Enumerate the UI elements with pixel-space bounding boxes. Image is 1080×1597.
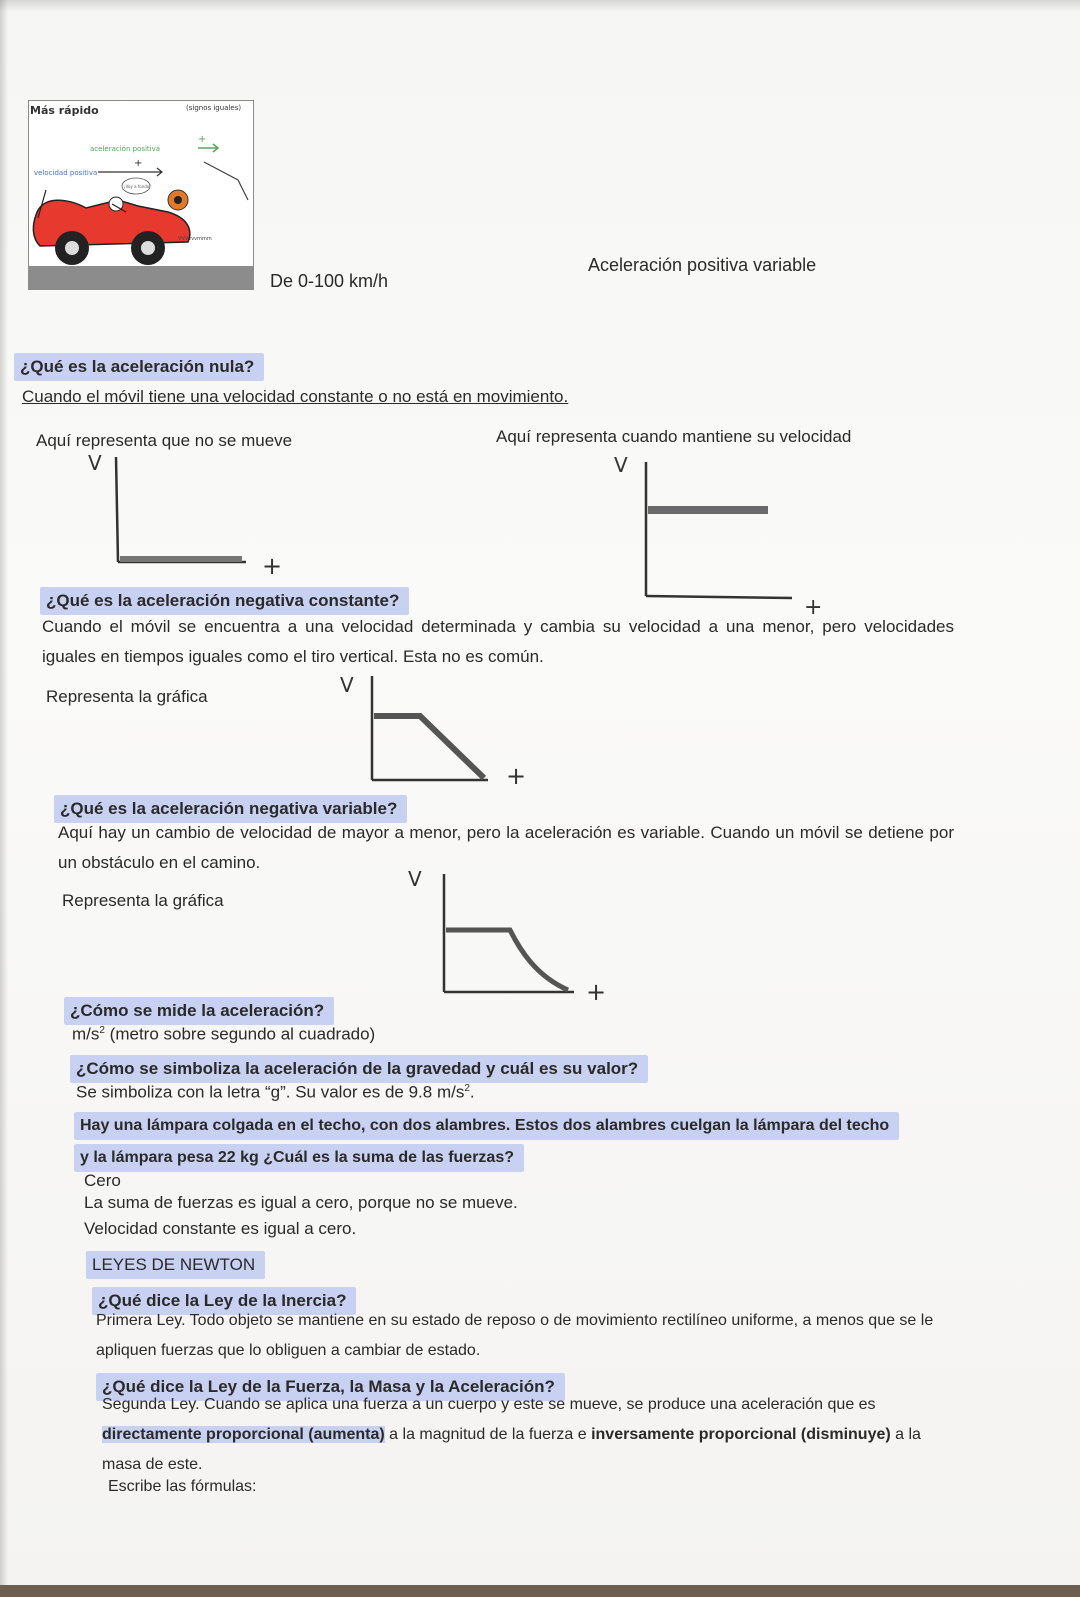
graph-constant-velocity	[614, 452, 844, 614]
table-edge	[0, 1585, 1080, 1597]
x-axis	[646, 596, 792, 598]
neg-var-answer: Aquí hay un cambio de velocidad de mayor a menor, pero la aceleración es variable. Cuando un móvil se detiene por un obstáculo en el camino.	[58, 823, 954, 872]
graph-t-label: +	[804, 595, 823, 614]
newton-heading	[86, 1250, 265, 1280]
a2-bold1: directamente proporcional (aumenta)	[102, 1426, 385, 1443]
gravity-answer	[76, 1074, 475, 1108]
lamp-question-line1-text: Hay una lámpara colgada en el techo, con dos alambres. Estos dos alambres cuelgan la lámpara del techo	[74, 1112, 899, 1140]
velocity-plus: +	[134, 158, 143, 169]
car-illustration	[28, 100, 254, 290]
a2-part2: a la magnitud de la fuerza e	[384, 1426, 592, 1443]
null-answer: Cuando el móvil tiene una velocidad constante o no está en movimiento.	[22, 387, 569, 406]
newton-a1: Primera Ley. Todo objeto se mantiene en su estado de reposo o de movimiento rectilíneo uniforme, a menos que se le apliquen fuerzas que lo obliguen a cambiar de estado.	[96, 1312, 934, 1359]
graph-v-label: V	[614, 453, 628, 477]
speed-range: De 0-100 km/h	[270, 271, 389, 291]
accel-plus: +	[198, 134, 207, 145]
road	[28, 266, 254, 290]
graph-t-label: +	[506, 762, 527, 790]
newton-q1-text: ¿Qué dice la Ley de la Inercia?	[92, 1287, 356, 1315]
top-shadow	[0, 0, 1080, 12]
unit-explanation: (metro sobre segundo al cuadrado)	[104, 1024, 376, 1044]
graph-no-motion	[86, 452, 296, 582]
graph-t-label: +	[262, 552, 283, 580]
graph-v-label: V	[408, 868, 422, 891]
null-question	[14, 352, 264, 382]
a2-part1: Segunda Ley. Cuando se aplica una fuerza a un cuerpo y este se mueve, se produce una aceleración que es	[102, 1396, 876, 1413]
null-left-caption: Aquí representa que no se mueve	[36, 431, 293, 450]
velocity-label: velocidad positiva	[34, 169, 98, 177]
zero-velocity-line	[120, 556, 242, 562]
engine-sound: VVVvvvmmm	[178, 236, 212, 242]
lamp-question-line1	[74, 1110, 899, 1140]
bubble-text: ¡Voy a fondo!	[124, 184, 151, 189]
y-axis	[116, 457, 118, 562]
graph-negative-constant	[336, 672, 546, 802]
constant-velocity-line	[648, 506, 768, 514]
newton-a2	[102, 1390, 962, 1480]
gravity-exponent: 2	[464, 1083, 470, 1094]
newton-heading-text: LEYES DE NEWTON	[86, 1251, 265, 1279]
gravity-question-text: ¿Cómo se simboliza la aceleración de la gravedad y cuál es su valor?	[70, 1055, 648, 1083]
gravity-answer-text: Se simboliza con la letra “g”. Su valor es de 9.8 m/s	[76, 1082, 465, 1102]
measure-answer	[72, 1016, 375, 1050]
decreasing-velocity-line	[374, 716, 484, 778]
car-title: Más rápido	[30, 104, 99, 117]
neg-var-graph-caption: Representa la gráfica	[62, 891, 224, 910]
variable-decrease-curve	[446, 930, 568, 990]
lamp-question-line2-text: y la lámpara pesa 22 kg ¿Cuál es la suma de las fuerzas?	[74, 1144, 524, 1172]
gravity-period: .	[469, 1082, 475, 1102]
null-question-text: ¿Qué es la aceleración nula?	[14, 353, 264, 381]
neg-var-question-text: ¿Qué es la aceleración negativa variable?	[54, 795, 407, 823]
a2-bold2: inversamente proporcional (disminuye)	[591, 1426, 891, 1443]
measure-question-text: ¿Cómo se mide la aceleración?	[64, 997, 334, 1025]
a2-part3: a la masa de este.	[102, 1426, 921, 1473]
graph-t-label: +	[586, 978, 607, 1006]
lamp-answer-3: Velocidad constante es igual a cero.	[84, 1219, 357, 1238]
graph-v-label: V	[88, 452, 102, 475]
accel-label: aceleración positiva	[90, 145, 161, 153]
lamp-answer-1: Cero	[84, 1171, 121, 1190]
unit-exponent: 2	[99, 1025, 105, 1036]
neg-const-answer: Cuando el móvil se encuentra a una velocidad determinada y cambia su velocidad a una menor, pero velocidades iguales en tiempos iguales como el tiro vertical. Esta no es común.	[42, 617, 954, 666]
newton-q2-text: ¿Qué dice la Ley de la Fuerza, la Masa y la Aceleración?	[96, 1373, 565, 1401]
formulas-prompt: Escribe las fórmulas:	[108, 1478, 257, 1495]
neg-const-graph-caption: Representa la gráfica	[46, 687, 208, 706]
car-tag: (signos iguales)	[186, 104, 242, 112]
neg-const-question-text: ¿Qué es la aceleración negativa constante?	[40, 587, 409, 615]
graph-negative-variable	[408, 868, 628, 1008]
null-right-caption: Aquí representa cuando mantiene su velocidad	[496, 427, 852, 446]
graph-v-label: V	[340, 673, 354, 697]
lamp-question-line2	[74, 1142, 524, 1172]
left-shadow	[0, 0, 8, 1597]
lamp-answer-2: La suma de fuerzas es igual a cero, porque no se mueve.	[84, 1193, 518, 1212]
positive-accel-title: Aceleración positiva variable	[588, 255, 817, 275]
unit-text: m/s	[72, 1024, 100, 1044]
